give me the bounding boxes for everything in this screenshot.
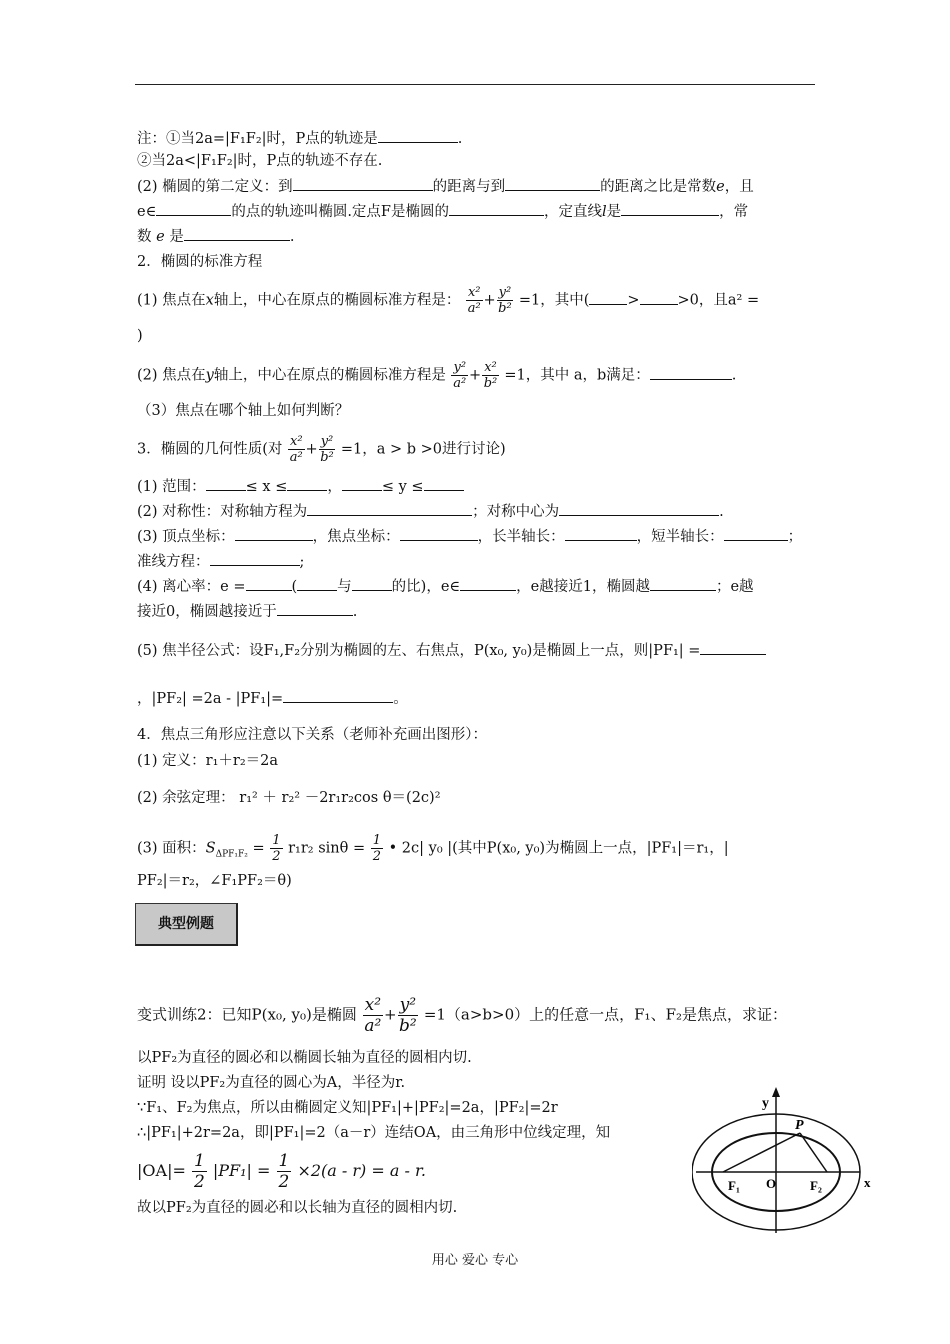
property-range: (1) 范围： ≤ x ≤ ， ≤ y ≤ <box>137 476 464 497</box>
line-pf2 <box>800 1133 827 1172</box>
header-rule <box>135 84 815 85</box>
note-1: 注：①当2a=|F₁F₂|时，P点的轨迹是 . <box>137 128 462 149</box>
label-x: x <box>864 1175 871 1190</box>
second-definition-line2: e∈ 的点的轨迹叫椭圆.定点F是椭圆的 ，定直线l是 ，常 <box>137 201 748 222</box>
y-axis-arrow <box>772 1087 780 1097</box>
question-3: （3）焦点在哪个轴上如何判断？ <box>137 403 350 419</box>
section-3-heading: 3．椭圆的几何性质(对 $\frac{\text{x²}}{\text{a²}}$ + $\frac{\text{y²}}{\text{b²}}$ =1，a > b >0进行讨论) <box>137 434 506 465</box>
standard-equation-x-cont: ) <box>137 328 143 344</box>
label-f2: F₂ <box>810 1178 822 1193</box>
proof-line3: ∴|PF₁|+2r=2a，即|PF₁|=2（a－r）连结OA，由三角形中位线定理，知 <box>137 1125 611 1141</box>
property-symmetry: (2) 对称性：对称轴方程为 ；对称中心为 . <box>137 501 724 522</box>
property-directrix: 准线方程： ; <box>137 551 304 572</box>
exercise-statement-cont: 以PF₂为直径的圆必和以椭圆长轴为直径的圆相内切. <box>137 1050 472 1066</box>
triangle-area: (3) 面积：$S_{\Delta PF_1F_2}$ = $\frac{1}{2}$ r₁r₂ sinθ = $\frac{1}{2}$ • 2c| y₀ |(其中P(x₀, y₀)为椭圆上一点，|PF₁|＝r₁，| <box>137 833 729 864</box>
line-pf1 <box>723 1133 800 1172</box>
standard-equation-y: (2) 焦点在y轴上，中心在原点的椭圆标准方程是 $\frac{\text{y²}}{\text{a²}}$ + $\frac{\text{x²}}{\text{b²}}$ =1，其中 a，b满足： . <box>137 360 737 391</box>
triangle-cosine: (2) 余弦定理： r₁² ＋ r₂² －2r₁r₂cos θ＝(2c)² <box>137 790 441 806</box>
property-eccentricity-cont: 接近0，椭圆越接近于 . <box>137 601 357 622</box>
focal-radius-line2: ，|PF₂| =2a - |PF₁|= 。 <box>137 688 408 709</box>
standard-equation-x: (1) 焦点在x轴上，中心在原点的椭圆标准方程是： $\frac{\text{x²}}{\text{a²}}$ + $\frac{\text{y²}}{\text{b²}}$ =1，其中( > >0，且a² = <box>137 285 760 316</box>
ellipse-figure <box>692 1085 877 1235</box>
proof-line1: 证明 设以PF₂为直径的圆心为A，半径为r. <box>137 1075 406 1091</box>
exercise-statement: 变式训练2：已知P(x₀, y₀)是椭圆 $\frac{\text{x²}}{\text{a²}}$ + $\frac{\text{y²}}{\text{b²}}$ =1（a>b>0）上的任意一点，F₁、F₂是焦点，求证： <box>137 995 787 1036</box>
proof-line4: |OA|= $\frac{1}{2}$ |PF₁| = $\frac{1}{2}$ ×2(a - r) = a - r. <box>137 1151 426 1192</box>
label-f1: F₁ <box>728 1178 740 1193</box>
proof-conclusion: 故以PF₂为直径的圆必和以长轴为直径的圆相内切. <box>137 1200 458 1216</box>
label-o: O <box>766 1176 777 1191</box>
triangle-definition: (1) 定义：r₁＋r₂＝2a <box>137 753 279 769</box>
typical-examples-box: 典型例题 <box>135 903 238 946</box>
triangle-area-cont: PF₂|＝r₂，∠F₁PF₂＝θ) <box>137 873 292 889</box>
note-2: ②当2a<|F₁F₂|时，P点的轨迹不存在. <box>137 153 383 169</box>
second-definition-line3: 数 e 是 . <box>137 226 294 247</box>
page-footer: 用心 爱心 专心 <box>431 1253 519 1268</box>
section-4-heading: 4．焦点三角形应注意以下关系（老师补充画出图形）： <box>137 727 487 743</box>
section-2-heading: 2．椭圆的标准方程 <box>137 254 263 270</box>
second-definition-line1: (2) 椭圆的第二定义：到 的距离与到 的距离之比是常数e，且 <box>137 176 754 197</box>
property-vertices: (3) 顶点坐标： ，焦点坐标： ，长半轴长： ，短半轴长： ； <box>137 526 802 547</box>
label-y: y <box>762 1096 769 1111</box>
focal-radius-line1: (5) 焦半径公式：设F₁,F₂分别为椭圆的左、右焦点，P(x₀, y₀)是椭圆上一点，则|PF₁| = <box>137 640 766 661</box>
property-eccentricity: (4) 离心率：e = ( 与 的比)，e∈ ，e越接近1，椭圆越 ；e越 <box>137 576 754 597</box>
label-p: P <box>795 1118 804 1133</box>
proof-line2: ∵F₁、F₂为焦点，所以由椭圆定义知|PF₁|+|PF₂|=2a，|PF₂|=2r <box>137 1100 558 1116</box>
